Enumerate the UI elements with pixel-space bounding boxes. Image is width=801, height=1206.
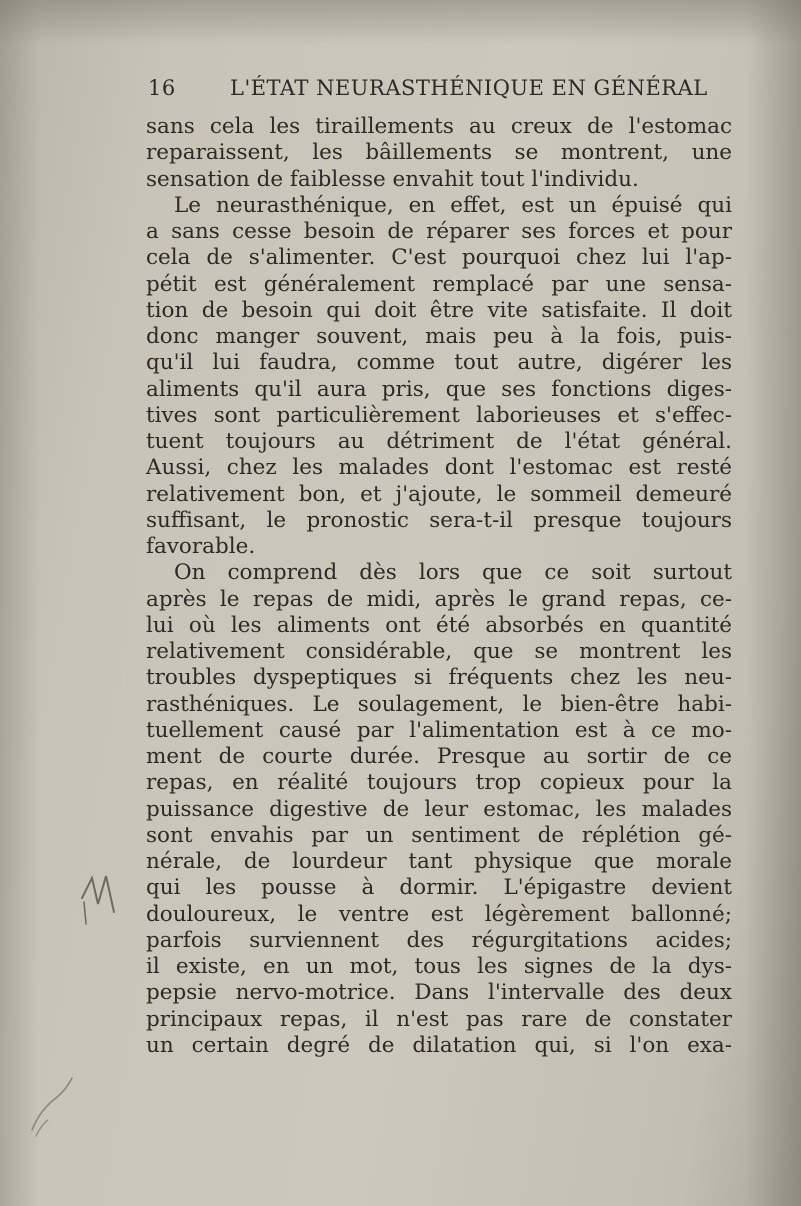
text-line: troubles dyspeptiques si fréquents chez les neu- (146, 665, 732, 691)
text-line: sensation de faiblesse envahit tout l'individu. (146, 166, 639, 192)
text-line: Aussi, chez les malades dont l'estomac est resté (146, 455, 732, 481)
text-line: relativement bon, et j'ajoute, le sommeil demeuré (146, 481, 732, 507)
page-top-shadow (0, 0, 801, 45)
text-line: repas, en réalité toujours trop copieux pour la (146, 770, 732, 796)
body-text (146, 114, 732, 1059)
text-line: pétit est généralement remplacé par une sensa- (146, 271, 732, 297)
text-line: qui les pousse à dormir. L'épigastre devient (146, 875, 732, 901)
text-line: favorable. (146, 534, 256, 559)
text-line: pepsie nervo-motrice. Dans l'intervalle des deux (146, 980, 732, 1006)
text-line: un certain degré de dilatation qui, si l'on exa- (146, 1032, 732, 1058)
text-line: tuellement causé par l'alimentation est à ce mo- (146, 717, 732, 743)
text-line: sans cela les tiraillements au creux de l'estomac (146, 114, 732, 139)
text-line: lui où les aliments ont été absorbés en quantité (146, 612, 732, 638)
text-line: suffisant, le pronostic sera-t-il presque toujours (146, 507, 732, 533)
text-line: qu'il lui faudra, comme tout autre, digérer les (146, 350, 732, 376)
text-line: On comprend dès lors que ce soit surtout (174, 560, 732, 586)
text-line: rasthéniques. Le soulagement, le bien-être habi- (146, 691, 732, 717)
page-number: 16 (148, 76, 176, 100)
text-line: ment de courte durée. Presque au sortir de ce (146, 744, 732, 769)
text-line: puissance digestive de leur estomac, les malades (146, 796, 732, 822)
text-line: douloureux, le ventre est légèrement ballonné; (146, 901, 732, 927)
text-line: tives sont particulièrement laborieuses et s'effec- (146, 402, 732, 428)
running-head (148, 76, 708, 106)
running-title: L'ÉTAT NEURASTHÉNIQUE EN GÉNÉRAL (230, 76, 708, 100)
text-line: reparaissent, les bâillements se montrent, une (146, 140, 732, 166)
text-line: aliments qu'il aura pris, que ses fonctions diges- (146, 376, 732, 402)
text-line: après le repas de midi, après le grand repas, ce- (146, 586, 732, 612)
page-left-shadow (0, 0, 40, 1206)
text-line: a sans cesse besoin de réparer ses forces et pour (146, 219, 732, 244)
margin-pencil-mark (76, 868, 124, 928)
text-line: donc manger souvent, mais peu à la fois, puis- (146, 324, 732, 349)
text-line: parfois surviennent des régurgitations acides; (146, 927, 732, 953)
text-line: tion de besoin qui doit être vite satisfaite. Il doit (146, 297, 732, 323)
text-line: tuent toujours au détriment de l'état général. (146, 429, 732, 454)
text-line: relativement considérable, que se montrent les (146, 639, 732, 664)
text-line: nérale, de lourdeur tant physique que morale (146, 849, 732, 874)
page-right-shadow (746, 0, 801, 1206)
text-line: Le neurasthénique, en effet, est un épuisé qui (174, 192, 732, 218)
text-line: cela de s'alimenter. C'est pourquoi chez lui l'ap- (146, 245, 732, 271)
margin-stain-mark (22, 1070, 82, 1140)
text-line: principaux repas, il n'est pas rare de constater (146, 1006, 732, 1032)
text-line: il existe, en un mot, tous les signes de la dys- (146, 954, 732, 979)
text-line: sont envahis par un sentiment de réplétion gé- (146, 822, 732, 848)
